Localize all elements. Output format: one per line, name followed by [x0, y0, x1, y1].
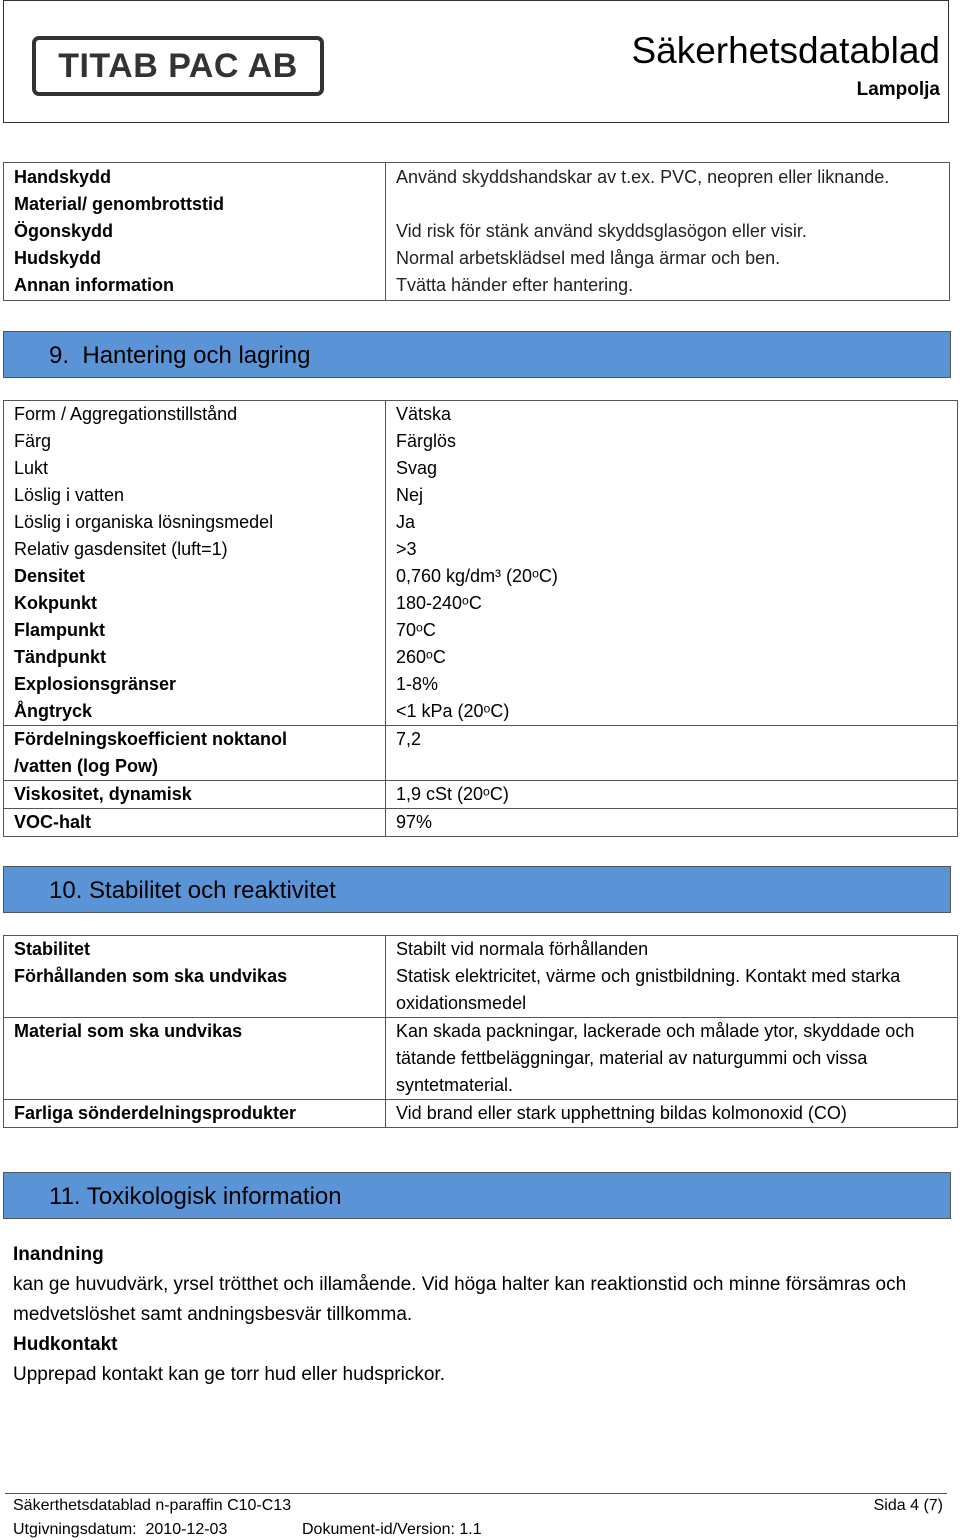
- protection-label: Annan information: [14, 275, 174, 295]
- stability-value: Statisk elektricitet, värme och gnistbildning. Kontakt med starka oxidationsmedel: [396, 966, 901, 1013]
- section-9-title: Hantering och lagring: [82, 342, 311, 369]
- stability-table: [3, 935, 958, 1128]
- viscosity-label-cell: [4, 781, 386, 809]
- stability-label: Material som ska undvikas: [14, 1021, 243, 1041]
- partition-value-cell: [386, 726, 958, 781]
- property-value: Nej: [396, 485, 424, 505]
- protection-table: [3, 162, 950, 301]
- product-name: Lampolja: [856, 79, 940, 100]
- property-value: 70ᵒC: [396, 620, 436, 640]
- property-value: Ja: [396, 512, 416, 532]
- protection-labels-cell: [4, 163, 386, 301]
- property-label: Viskositet, dynamisk: [14, 784, 192, 804]
- property-value: >3: [396, 539, 417, 559]
- property-value: 1-8%: [396, 674, 439, 694]
- properties-table: [3, 400, 958, 837]
- footer-page-number: Sida 4 (7): [873, 1497, 943, 1514]
- inhalation-heading: Inandning: [13, 1244, 104, 1265]
- inhalation-text: kan ge huvudvärk, yrsel trötthet och illamående. Vid höga halter kan reaktionstid och minne försämras och medvetslöshet samt andningsbesvär tillkomma.: [13, 1274, 907, 1325]
- property-label: Densitet: [14, 566, 86, 586]
- toxicology-content: [13, 1240, 948, 1390]
- viscosity-value-cell: [386, 781, 958, 809]
- footer-divider: [5, 1493, 947, 1494]
- property-value: <1 kPa (20ᵒC): [396, 701, 510, 721]
- property-label: Fördelningskoefficient noktanol: [14, 729, 288, 749]
- protection-label: Ögonskydd: [14, 221, 114, 241]
- stability-value-cell: [386, 1018, 958, 1100]
- footer-doc-id: Dokument-id/Version: 1.1: [302, 1521, 482, 1538]
- property-value: 260ᵒC: [396, 647, 446, 667]
- voc-value-cell: [386, 809, 958, 837]
- section-11-title: 11. Toxikologisk information: [49, 1183, 342, 1210]
- property-label: Ångtryck: [14, 701, 93, 721]
- property-value: 7,2: [396, 729, 422, 749]
- protection-label: Hudskydd: [14, 248, 102, 268]
- skin-contact-text: Upprepad kontakt kan ge torr hud eller hudsprickor.: [13, 1364, 445, 1385]
- property-label: Flampunkt: [14, 620, 106, 640]
- property-value: 180-240ᵒC: [396, 593, 482, 613]
- stability-value-cell: [386, 936, 958, 1018]
- protection-label: Handskydd: [14, 167, 112, 187]
- section-9-number: 9.: [49, 342, 70, 369]
- protection-value: [396, 191, 939, 218]
- section-10-title: 10. Stabilitet och reaktivitet: [49, 877, 336, 904]
- section-10-header: [3, 866, 951, 913]
- property-value: Vätska: [396, 404, 452, 424]
- protection-value: Använd skyddshandskar av t.ex. PVC, neopren eller liknande.: [396, 167, 890, 187]
- property-value: Svag: [396, 458, 438, 478]
- protection-value: Vid risk för stänk använd skyddsglasögon eller visir.: [396, 221, 807, 241]
- skin-contact-heading: Hudkontakt: [13, 1334, 118, 1355]
- property-label: VOC-halt: [14, 812, 92, 832]
- stability-value: Stabilt vid normala förhållanden: [396, 939, 649, 959]
- property-label: Kokpunkt: [14, 593, 97, 613]
- stability-value: Kan skada packningar, lackerade och målade ytor, skyddade och tätande fettbeläggningar, material av naturgummi och vissa syntetmaterial.: [396, 1021, 915, 1095]
- property-value: Färglös: [396, 431, 457, 451]
- property-label: Löslig i vatten: [14, 485, 125, 505]
- logo-text: TITAB PAC AB: [58, 46, 298, 85]
- properties-values-cell: [386, 401, 958, 726]
- stability-label: Förhållanden som ska undvikas: [14, 966, 288, 986]
- property-label: Löslig i organiska lösningsmedel: [14, 512, 274, 532]
- property-label: Explosionsgränser: [14, 674, 177, 694]
- protection-label: Material/ genombrottstid: [14, 194, 225, 214]
- section-11-header: [3, 1172, 951, 1219]
- stability-label-cell: [4, 1018, 386, 1100]
- property-label: Form / Aggregationstillstånd: [14, 404, 238, 424]
- company-logo: [32, 36, 324, 96]
- stability-value-cell: [386, 1100, 958, 1128]
- property-label: Tändpunkt: [14, 647, 106, 667]
- property-value: 0,760 kg/dm³ (20ᵒC): [396, 566, 558, 586]
- footer-doc-name: Säkerthetsdatablad n-paraffin C10-C13: [13, 1497, 292, 1514]
- voc-label-cell: [4, 809, 386, 837]
- property-label: Lukt: [14, 458, 49, 478]
- property-value: 1,9 cSt (20ᵒC): [396, 784, 509, 804]
- protection-values-cell: [386, 163, 950, 301]
- property-label: Färg: [14, 431, 52, 451]
- footer-issue-date: Utgivningsdatum: 2010-12-03: [13, 1521, 228, 1538]
- section-9-header: [3, 331, 951, 378]
- property-value: 97%: [396, 812, 433, 832]
- stability-label-cell: [4, 1100, 386, 1128]
- protection-value: Tvätta händer efter hantering.: [396, 275, 634, 295]
- properties-labels-cell: [4, 401, 386, 726]
- stability-value: Vid brand eller stark upphettning bildas kolmonoxid (CO): [396, 1103, 847, 1123]
- partition-label-cell: [4, 726, 386, 781]
- property-label: /vatten (log Pow): [14, 756, 158, 776]
- protection-value: Normal arbetsklädsel med långa ärmar och ben.: [396, 248, 781, 268]
- stability-label: Farliga sönderdelningsprodukter: [14, 1103, 297, 1123]
- stability-label-cell: [4, 936, 386, 1018]
- property-label: Relativ gasdensitet (luft=1): [14, 539, 228, 559]
- document-title: Säkerhetsdatablad: [631, 30, 940, 71]
- stability-label: Stabilitet: [14, 939, 91, 959]
